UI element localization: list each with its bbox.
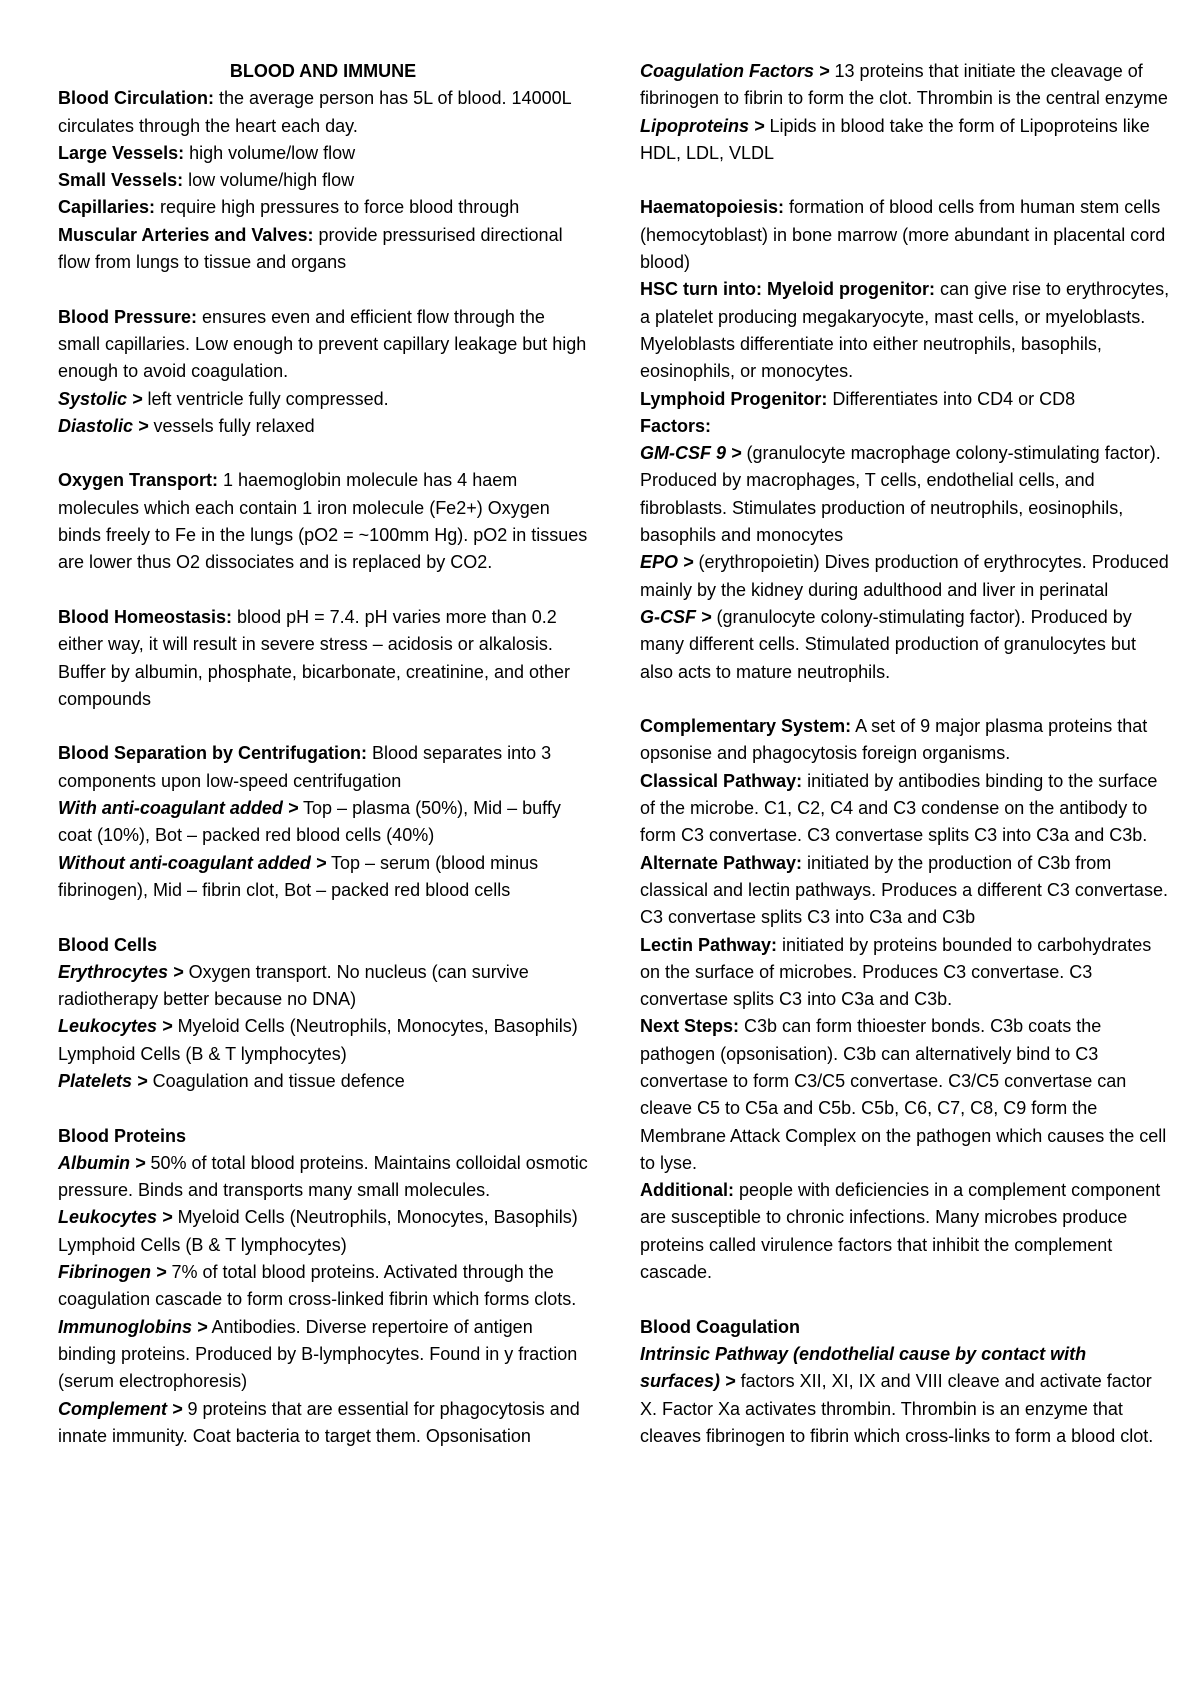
- entry-text: factors XII, XI, IX and VIII cleave and activate factor X. Factor Xa activates thrombin. Thrombin is an enzyme that cleaves fibrinogen to fibrin which cross-links to form a blood clot.: [640, 1371, 1154, 1446]
- note-entry: [640, 604, 1170, 686]
- entry-label: GM-CSF 9 >: [640, 443, 742, 464]
- note-entry: [58, 85, 588, 140]
- entry-label: Systolic >: [58, 388, 143, 409]
- entry-text: (erythropoietin) Dives production of erythrocytes. Produced mainly by the kidney during adulthood and liver in perinatal: [640, 552, 1169, 600]
- entry-text: vessels fully relaxed: [148, 415, 315, 436]
- entry-text: 9 proteins that are essential for phagocytosis and innate immunity. Coat bacteria to target them. Opsonisation: [58, 1398, 580, 1446]
- note-entry: [58, 850, 588, 905]
- entry-text: Blood separates into 3 components upon low-speed centrifugation: [58, 743, 552, 791]
- note-entry: [640, 276, 1170, 385]
- note-entry: [640, 194, 1170, 276]
- entry-text: people with deficiencies in a complement component are susceptible to chronic infections. Many microbes produce proteins called virulence factors that inhibit the complement cascade.: [640, 1180, 1161, 1283]
- entry-text: left ventricle fully compressed.: [142, 388, 389, 409]
- note-entry: [640, 113, 1170, 168]
- entry-text: Myeloid Cells (Neutrophils, Monocytes, Basophils) Lymphoid Cells (B & T lymphocytes): [58, 1207, 578, 1255]
- entry-label: Blood Cells: [58, 934, 158, 955]
- entry-label: Complement >: [58, 1398, 183, 1419]
- note-entry: [58, 1123, 588, 1150]
- paragraph-gap: [58, 276, 588, 303]
- entry-text: (granulocyte colony-stimulating factor). Produced by many different cells. Stimulated production of granulocytes but also acts to mature neutrophils.: [640, 606, 1136, 682]
- entry-text: initiated by antibodies binding to the surface of the microbe. C1, C2, C4 and C3 condense on the antibody to form C3 convertase. C3 convertase splits C3 into C3a and C3b.: [640, 770, 1158, 846]
- document-title: BLOOD AND IMMUNE: [229, 61, 417, 81]
- note-entry: [640, 386, 1170, 413]
- entry-label: Fibrinogen >: [58, 1262, 167, 1283]
- paragraph-gap: [640, 167, 1170, 194]
- note-entry: [58, 467, 588, 576]
- entry-label: Blood Circulation:: [58, 88, 214, 109]
- entry-text: initiated by the production of C3b from classical and lectin pathways. Produces a different C3 convertase. C3 convertase splits C3 into C3a and C3b: [640, 852, 1168, 928]
- entry-label: Coagulation Factors >: [640, 61, 830, 81]
- note-entry: [58, 604, 588, 713]
- entry-label: Additional:: [640, 1180, 734, 1201]
- entry-text: Top – serum (blood minus fibrinogen), Mid – fibrin clot, Bot – packed red blood cells: [58, 852, 539, 900]
- paragraph-gap: [58, 904, 588, 931]
- entry-label: Lymphoid Progenitor:: [640, 388, 828, 409]
- note-entry: [58, 222, 588, 277]
- entry-label: Blood Homeostasis:: [58, 606, 233, 627]
- note-entry: [58, 386, 588, 413]
- entry-label: Diastolic >: [58, 415, 149, 436]
- entry-text: (granulocyte macrophage colony-stimulating factor). Produced by macrophages, T cells, endothelial cells, and fibroblasts. Stimulates production of neutrophils, eosinophils, basophils and monocytes: [640, 443, 1161, 546]
- entry-text: Antibodies. Diverse repertoire of antigen binding proteins. Produced by B-lymphocytes. Found in y fraction (serum electrophoresis): [58, 1316, 578, 1392]
- entry-text: Lipids in blood take the form of Lipoproteins like HDL, LDL, VLDL: [640, 115, 1150, 163]
- entry-label: Alternate Pathway:: [640, 852, 803, 873]
- note-entry: [58, 1150, 588, 1205]
- note-entry: [58, 795, 588, 850]
- entry-text: low volume/high flow: [183, 170, 355, 191]
- right-column: [640, 58, 1170, 1450]
- entry-text: high volume/low flow: [184, 142, 356, 163]
- note-entry: [58, 1068, 588, 1095]
- entry-text: blood pH = 7.4. pH varies more than 0.2 either way, it will result in severe stress – acidosis or alkalosis. Buffer by albumin, phosphate, bicarbonate, creatinine, and other compounds: [58, 606, 571, 709]
- entry-label: Blood Pressure:: [58, 306, 198, 327]
- entry-text: ensures even and efficient flow through the small capillaries. Low enough to prevent capillary leakage but high enough to avoid coagulation.: [58, 306, 587, 382]
- entry-text: Top – plasma (50%), Mid – buffy coat (10%), Bot – packed red blood cells (40%): [58, 798, 561, 846]
- note-entry: [640, 58, 1170, 113]
- entry-text: C3b can form thioester bonds. C3b coats the pathogen (opsonisation). C3b can alternatively bind to C3 convertase to form C3/C5 convertase. C3/C5 convertase can cleave C5 to C5a and C5b. C5b, C6, C7, C8, C9 form the Membrane Attack Complex on the pathogen which causes the cell to lyse.: [640, 1016, 1167, 1173]
- entry-label: EPO >: [640, 552, 694, 573]
- entry-label: Next Steps:: [640, 1016, 740, 1037]
- entry-label: Albumin >: [58, 1152, 146, 1173]
- entry-label: Capillaries:: [58, 197, 156, 218]
- note-entry: [58, 740, 588, 795]
- entry-text: A set of 9 major plasma proteins that opsonise and phagocytosis foreign organisms.: [640, 716, 1148, 764]
- note-entry: [58, 194, 588, 221]
- entry-label: Blood Coagulation: [640, 1316, 800, 1337]
- entry-label: Without anti-coagulant added >: [58, 852, 327, 873]
- note-entry: [58, 932, 588, 959]
- entry-text: Coagulation and tissue defence: [147, 1070, 405, 1091]
- entry-text: Oxygen transport. No nucleus (can survive radiotherapy better because no DNA): [58, 961, 529, 1010]
- entry-label: Lipoproteins >: [640, 115, 765, 136]
- paragraph-gap: [58, 1095, 588, 1122]
- entry-text: 7% of total blood proteins. Activated through the coagulation cascade to form cross-linked fibrin which forms clots.: [58, 1262, 577, 1310]
- note-entry: [640, 768, 1170, 850]
- note-entry: [640, 1013, 1170, 1177]
- note-entry: [640, 440, 1170, 549]
- paragraph-gap: [58, 713, 588, 740]
- entry-label: Platelets >: [58, 1070, 148, 1091]
- entry-label: Classical Pathway:: [640, 770, 803, 791]
- note-entry: [640, 1314, 1170, 1341]
- paragraph-gap: [640, 1286, 1170, 1313]
- entry-label: Blood Separation by Centrifugation:: [58, 743, 367, 764]
- entry-text: 1 haemoglobin molecule has 4 haem molecules which each contain 1 iron molecule (Fe2+) Oxygen binds freely to Fe in the lungs (pO2 = ~100mm Hg). pO2 in tissues are lower thus O2 dissociates and is replaced by CO2.: [58, 470, 588, 573]
- note-entry: [58, 959, 588, 1014]
- entry-label: With anti-coagulant added >: [58, 798, 299, 819]
- entry-text: require high pressures to force blood through: [155, 197, 520, 218]
- note-entry: [640, 713, 1170, 768]
- entry-text: provide pressurised directional flow from lungs to tissue and organs: [58, 224, 563, 273]
- left-column: [58, 58, 588, 1450]
- entry-label: Leukocytes >: [58, 1207, 173, 1228]
- entry-label: Haematopoiesis:: [640, 197, 785, 218]
- entry-text: formation of blood cells from human stem cells (hemocytoblast) in bone marrow (more abundant in placental cord blood): [640, 197, 1166, 273]
- entry-label: Leukocytes >: [58, 1016, 173, 1037]
- note-entry: [640, 850, 1170, 932]
- entry-label: Blood Proteins: [58, 1125, 187, 1146]
- note-entry: [58, 304, 588, 386]
- note-entry: [58, 1396, 588, 1451]
- paragraph-gap: [58, 440, 588, 467]
- note-entry: [58, 1013, 588, 1068]
- entry-text: 13 proteins that initiate the cleavage of fibrinogen to fibrin to form the clot. Thrombin is the central enzyme: [640, 61, 1168, 109]
- note-entry: [58, 1314, 588, 1396]
- entry-label: Erythrocytes >: [58, 961, 184, 982]
- note-entry: [58, 1259, 588, 1314]
- entry-label: G-CSF >: [640, 606, 712, 627]
- entry-text: can give rise to erythrocytes, a platelet producing megakaryocyte, mast cells, or myeloblasts. Myeloblasts differentiate into either neutrophils, basophils, eosinophils, or monocytes.: [640, 279, 1170, 382]
- entry-text: the average person has 5L of blood. 14000L circulates through the heart each day.: [58, 88, 571, 136]
- entry-text: 50% of total blood proteins. Maintains colloidal osmotic pressure. Binds and transports many small molecules.: [58, 1152, 588, 1201]
- entry-label: Oxygen Transport:: [58, 470, 219, 491]
- entry-label: Large Vessels:: [58, 142, 185, 163]
- note-entry: [640, 932, 1170, 1014]
- entry-label: Factors:: [640, 415, 712, 436]
- paragraph-gap: [58, 577, 588, 604]
- note-entry: [58, 413, 588, 440]
- entry-label: Intrinsic Pathway (endothelial cause by contact with surfaces) >: [640, 1343, 1087, 1392]
- paragraph-gap: [640, 686, 1170, 713]
- entry-label: Muscular Arteries and Valves:: [58, 224, 314, 245]
- note-entry: [58, 140, 588, 167]
- note-entry: [640, 1341, 1170, 1450]
- note-entry: [640, 413, 1170, 440]
- entry-label: Small Vessels:: [58, 170, 184, 191]
- entry-text: Differentiates into CD4 or CD8: [827, 388, 1076, 409]
- entry-label: HSC turn into: Myeloid progenitor:: [640, 279, 935, 300]
- note-entry: [640, 549, 1170, 604]
- entry-text: Myeloid Cells (Neutrophils, Monocytes, Basophils) Lymphoid Cells (B & T lymphocytes): [58, 1016, 578, 1064]
- note-entry: [58, 167, 588, 194]
- entry-text: initiated by proteins bounded to carbohydrates on the surface of microbes. Produces C3 convertase. C3 convertase splits C3 into C3a and C3b.: [640, 934, 1152, 1010]
- entry-label: Lectin Pathway:: [640, 934, 778, 955]
- entry-label: Complementary System:: [640, 716, 852, 737]
- note-entry: [58, 1204, 588, 1259]
- entry-label: Immunoglobins >: [58, 1316, 208, 1337]
- note-entry: [640, 1177, 1170, 1286]
